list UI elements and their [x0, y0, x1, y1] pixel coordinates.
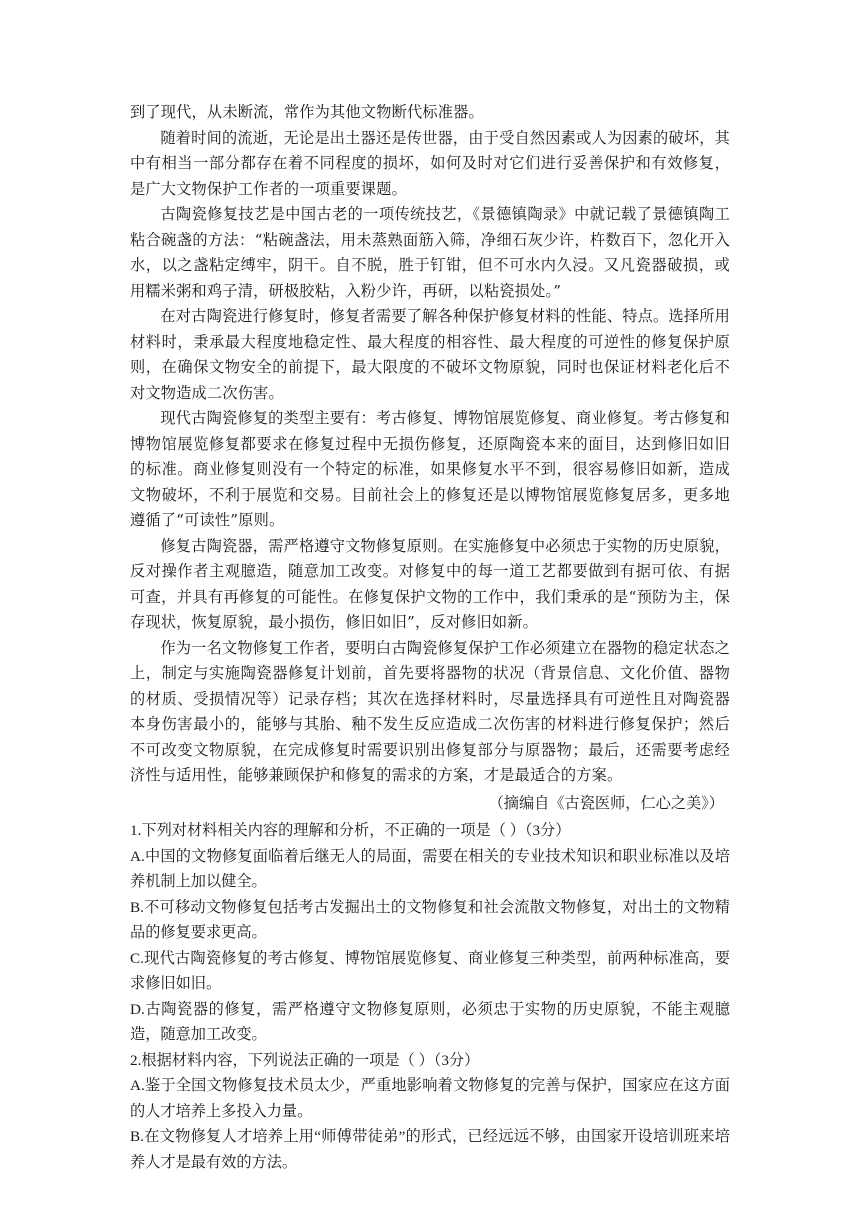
- article-paragraph: 在对古陶瓷进行修复时，修复者需要了解各种保护修复材料的性能、特点。选择所用材料时，秉承最大程度地稳定性、最大程度的相容性、最大程度的可逆性的修复保护原则，在确保文物安全的前提下，最大限度的不破坏文物原貌，同时也保证材料老化后不对文物造成二次伤害。: [130, 307, 730, 402]
- question-option: D.古陶瓷器的修复，需严格遵守文物修复原则，必须忠于实物的历史原貌，不能主观臆造，随意加工改变。: [130, 1000, 730, 1043]
- article-paragraph: 古陶瓷修复技艺是中国古老的一项传统技艺，《景德镇陶录》中就记载了景德镇陶工粘合碗盏的方法：“粘碗盏法，用未蒸熟面筋入筛，净细石灰少许，杵数百下，忽化开入水，以之盏粘定缚牢，阴干。自不脱，胜于钉钳，但不可水内久浸。又凡瓷器破损，或用糯米粥和鸡子清，研极胶粘，入粉少许，再研，以粘瓷损处。”: [130, 205, 730, 300]
- page-content: [130, 100, 730, 1175]
- article-paragraph: 随着时间的流逝，无论是出土器还是传世器，由于受自然因素或人为因素的破坏，其中有相当一部分都存在着不同程度的损坏，如何及时对它们进行妥善保护和有效修复，是广大文物保护工作者的一项重要课题。: [130, 128, 730, 198]
- question-option: C.现代古陶瓷修复的考古修复、博物馆展览修复、商业修复三种类型，前两种标准高，要求修旧如旧。: [130, 949, 730, 992]
- article-source: （摘编自《古瓷医师，仁心之美》）: [488, 793, 724, 812]
- article-paragraph: 修复古陶瓷器，需严格遵守文物修复原则。在实施修复中必须忠于实物的历史原貌，反对操作者主观臆造，随意加工改变。对修复中的每一道工艺都要做到有据可依、有据可查，并具有再修复的可能性。在修复保护文物的工作中，我们秉承的是“预防为主，保存现状，恢复原貌，最小损伤，修旧如旧”，反对修旧如新。: [130, 536, 730, 631]
- article-paragraph: 到了现代，从未断流，常作为其他文物断代标准器。: [130, 103, 484, 121]
- question-2: [130, 1048, 730, 1176]
- article-paragraph: 现代古陶瓷修复的类型主要有：考古修复、博物馆展览修复、商业修复。考古修复和博物馆展览修复都要求在修复过程中无损伤修复，还原陶瓷本来的面目，达到修旧如旧的标准。商业修复则没有一个特定的标准，如果修复水平不到，很容易修旧如新，造成文物破坏，不利于展览和交易。目前社会上的修复还是以博物馆展览修复居多，更多地遵循了“可读性”原则。: [130, 409, 730, 529]
- question-option: A.鉴于全国文物修复技术员太少，严重地影响着文物修复的完善与保护，国家应在这方面的人才培养上多投入力量。: [130, 1077, 730, 1120]
- question-stem: 1.下列对材料相关内容的理解和分析，不正确的一项是（ ）（3分）: [130, 822, 571, 839]
- question-1: [130, 818, 730, 1048]
- question-option: B.在文物修复人才培养上用“师傅带徒弟”的形式，已经远远不够，由国家开设培训班来培养人才是最有效的方法。: [130, 1128, 730, 1171]
- question-option: B.不可移动文物修复包括考古发掘出土的文物修复和社会流散文物修复，对出土的文物精品的修复要求更高。: [130, 898, 730, 941]
- question-stem: 2.根据材料内容，下列说法正确的一项是（ ）（3分）: [130, 1051, 480, 1069]
- article-paragraph: 作为一名文物修复工作者，要明白古陶瓷修复保护工作必须建立在器物的稳定状态之上，制定与实施陶瓷器修复计划前，首先要将器物的状况（背景信息、文化价值、器物的材质、受损情况等）记录存档；其次在选择材料时，尽量选择具有可逆性且对陶瓷器本身伤害最小的，能够与其胎、釉不发生反应造成二次伤害的材料进行修复保护；然后不可改变文物原貌，在完成修复时需要识别出修复部分与原器物；最后，还需要考虑经济性与适用性，能够兼顾保护和修复的需求的方案，才是最适合的方案。: [130, 638, 730, 784]
- question-option: A.中国的文物修复面临着后继无人的局面，需要在相关的专业技术知识和职业标准以及培养机制上加以健全。: [130, 847, 730, 890]
